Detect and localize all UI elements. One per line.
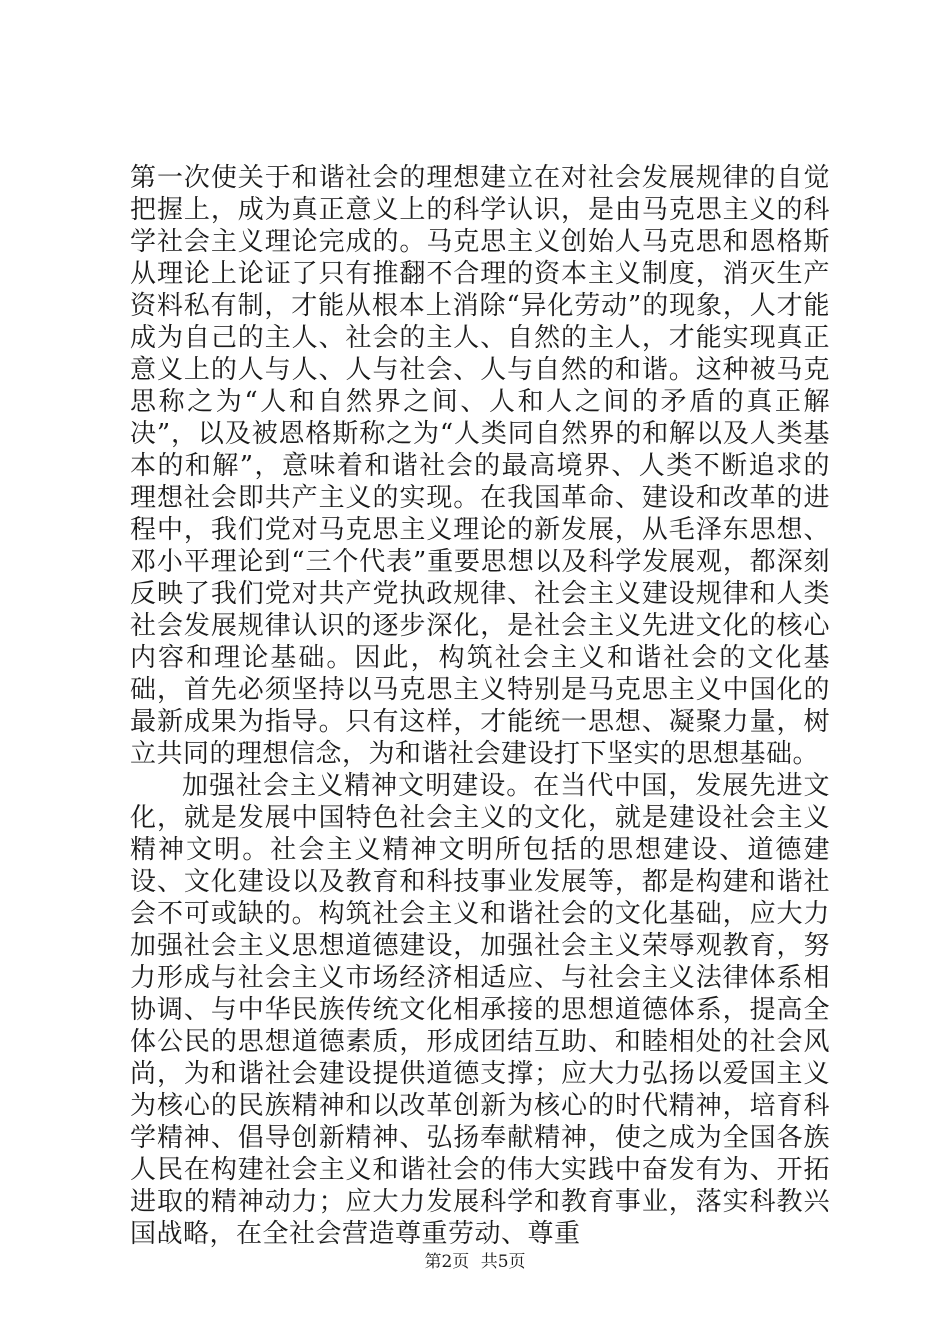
page-total: 共5页 <box>480 1252 526 1272</box>
page-footer <box>0 1247 950 1272</box>
paragraph-1: 第一次使关于和谐社会的理想建立在对社会发展规律的自觉把握上，成为真正意义上的科学认识，是由马克思主义的科学社会主义理论完成的。马克思主义创始人马克思和恩格斯从理论上论证了只有推翻不合理的资本主义制度，消灭生产资料私有制，才能从根本上消除“异化劳动”的现象，人才能成为自己的主人、社会的主人、自然的主人，才能实现真正意义上的人与人、人与社会、人与自然的和谐。这种被马克思称之为“人和自然界之间、人和人之间的矛盾的真正解决”，以及被恩格斯称之为“人类同自然界的和解以及人类基本的和解”，意味着和谐社会的最高境界、人类不断追求的理想社会即共产主义的实现。在我国革命、建设和改革的进程中，我们党对马克思主义理论的新发展，从毛泽东思想、邓小平理论到“三个代表”重要思想以及科学发展观，都深刻反映了我们党对共产党执政规律、社会主义建设规律和人类社会发展规律认识的逐步深化，是社会主义先进文化的核心内容和理论基础。因此，构筑社会主义和谐社会的文化基础，首先必须坚持以马克思主义特别是马克思主义中国化的最新成果为指导。只有这样，才能统一思想、凝聚力量，树立共同的理想信念，为和谐社会建设打下坚实的思想基础。 <box>130 163 830 769</box>
page-number: 第2页 <box>424 1252 470 1272</box>
paragraph-2: 加强社会主义精神文明建设。在当代中国，发展先进文化，就是发展中国特色社会主义的文化，就是建设社会主义精神文明。社会主义精神文明所包括的思想建设、道德建设、文化建设以及教育和科技事业发展等，都是构建和谐社会不可或缺的。构筑社会主义和谐社会的文化基础，应大力加强社会主义思想道德建设，加强社会主义荣辱观教育，努力形成与社会主义市场经济相适应、与社会主义法律体系相协调、与中华民族传统文化相承接的思想道德体系，提高全体公民的思想道德素质，形成团结互助、和睦相处的社会风尚，为和谐社会建设提供道德支撑；应大力弘扬以爱国主义为核心的民族精神和以改革创新为核心的时代精神，培育科学精神、倡导创新精神、弘扬奉献精神，使之成为全国各族人民在构建社会主义和谐社会的伟大实践中奋发有为、开拓进取的精神动力；应大力发展科学和教育事业，落实科教兴国战略，在全社会营造尊重劳动、尊重 <box>130 771 830 1249</box>
document-body <box>130 162 830 1250</box>
